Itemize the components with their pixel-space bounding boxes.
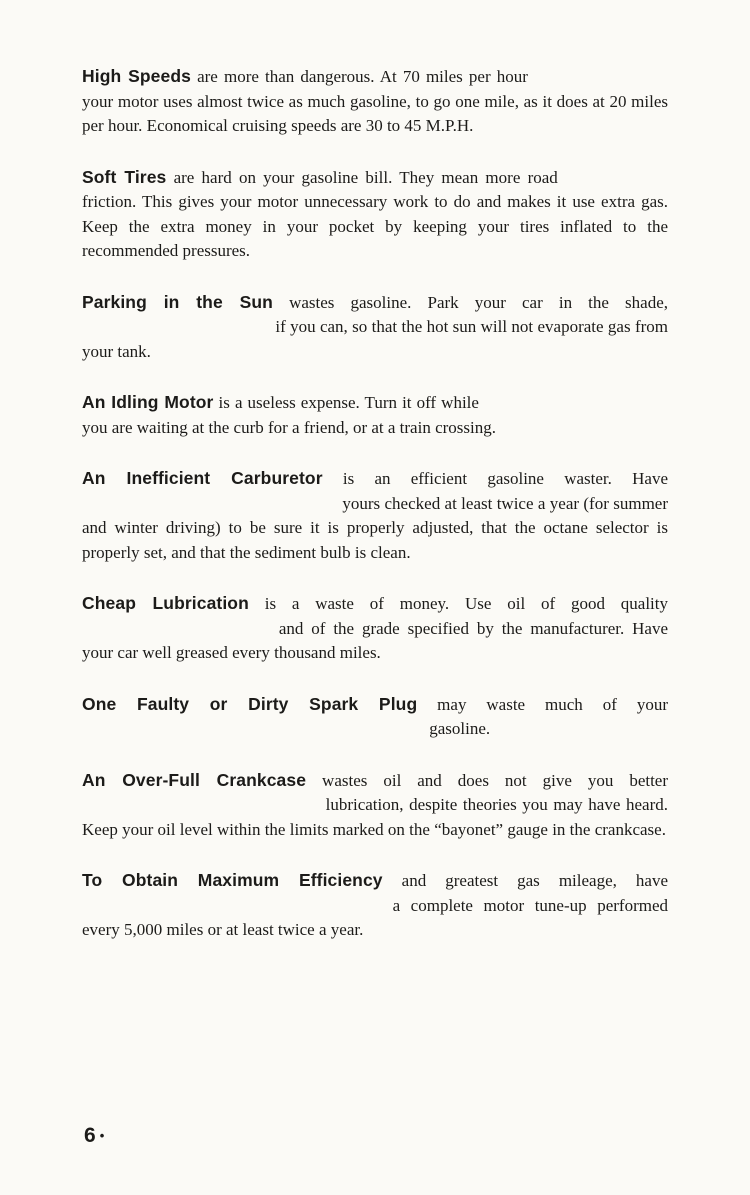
entry-heading: High Speeds (82, 66, 191, 86)
page-number-bullet: • (99, 1128, 105, 1143)
entry-high-speeds (82, 64, 668, 139)
entry-over-full-crankcase (82, 768, 668, 843)
entry-first-line: are hard on your gasoline bill. They mean more road (173, 167, 558, 187)
entry-body: your motor uses almost twice as much gasoline, to go one mile, as it does at 20 miles per hour. Economical cruising speeds are 30 to 45 M.P.H. (82, 91, 668, 135)
entry-body: and of the grade specified by the manufacturer. Have your car well greased every thousand miles. (82, 618, 668, 662)
entry-first-line: wastes oil and does not give you better (322, 770, 669, 790)
entry-maximum-efficiency (82, 868, 668, 943)
entry-first-line: are more than dangerous. At 70 miles per hour (197, 67, 528, 86)
entry-parking-in-the-sun (82, 290, 668, 365)
entry-body: gasoline. (429, 719, 491, 738)
entry-heading: Soft Tires (82, 166, 167, 187)
entry-body: friction. This gives your motor unnecessary work to do and makes it use extra gas. Keep the extra money in your pocket by keeping your tires inflated to the recommended pressures. (82, 192, 668, 260)
entry-body: a complete motor tune-up performed every 5,000 miles or at least twice a year. (82, 895, 668, 939)
entry-first-line: may waste much of your (437, 694, 668, 714)
page-text (82, 64, 668, 969)
entry-heading: An Inefficient Carburetor (82, 468, 323, 488)
entry-cheap-lubrication (82, 591, 668, 666)
page-number (84, 1124, 104, 1148)
page-number-value: 6 (84, 1124, 96, 1147)
entry-body: lubrication, despite theories you may have heard. Keep your oil level within the limits marked on the “bayonet” gauge in the crankcase. (82, 795, 668, 839)
entry-body: you are waiting at the curb for a friend, or at a train crossing. (82, 417, 496, 437)
entry-faulty-spark-plug (82, 692, 668, 742)
entry-heading: Parking in the Sun (82, 291, 273, 312)
entry-soft-tires (82, 165, 668, 264)
entry-first-line: is an efficient gasoline waster. Have (342, 469, 669, 488)
entry-first-line: wastes gasoline. Park your car in the shade, (289, 292, 669, 312)
entry-first-line: is a waste of money. Use oil of good quality (264, 594, 668, 613)
entry-heading: An Idling Motor (82, 392, 214, 412)
entry-heading: Cheap Lubrication (82, 593, 249, 613)
entry-heading: One Faulty or Dirty Spark Plug (82, 693, 418, 714)
entry-heading: An Over-Full Crankcase (82, 769, 307, 790)
entry-inefficient-carburetor (82, 466, 668, 565)
entry-first-line: and greatest gas mileage, have (401, 871, 668, 890)
entry-body: if you can, so that the hot sun will not evaporate gas from your tank. (82, 317, 668, 361)
entry-heading: To Obtain Maximum Efficiency (82, 870, 383, 890)
entry-body: yours checked at least twice a year (for summer and winter driving) to be sure it is properly adjusted, that the octane selector is properly set, and that the sediment bulb is clean. (82, 493, 669, 562)
entry-first-line: is a useless expense. Turn it off while (218, 393, 479, 412)
entry-idling-motor (82, 390, 668, 440)
